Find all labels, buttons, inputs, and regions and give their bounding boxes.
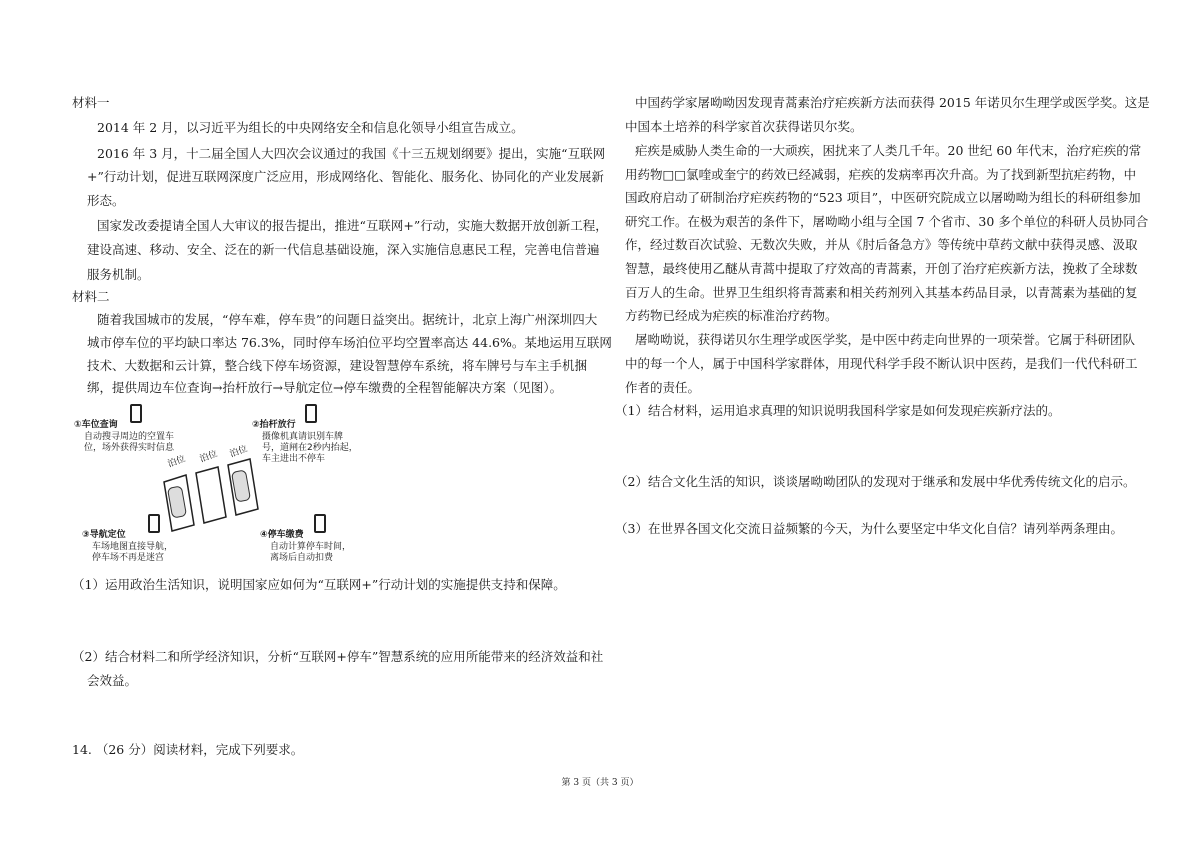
phone-icon — [148, 514, 160, 533]
r-paragraph3-line3: 作者的责任。 — [625, 380, 701, 395]
r-question3: （3）在世界各国文化交流日益频繁的今天，为什么要坚定中华文化自信？请列举两条理由。 — [615, 521, 1123, 536]
r-paragraph2-line4: 研究工作。在极为艰苦的条件下，屠呦呦小组与全国 7 个省市、30 多个单位的科研人员协同合 — [625, 214, 1149, 229]
m1-paragraph2-line2: +”行动计划，促进互联网深度广泛应用，形成网络化、智能化、服务化、协同化的产业发展新 — [87, 169, 604, 184]
spot-label: 泊位 — [198, 449, 220, 465]
spot-label: 泊位 — [228, 444, 250, 460]
r-paragraph2-line6: 智慧，最终使用乙醚从青蒿中提取了疗效高的青蒿素，开创了治疗疟疾新方法，挽救了全球数 — [625, 261, 1138, 276]
step3-line2: 停车场不再是迷宫 — [92, 553, 165, 563]
m1-paragraph3-line1: 国家发改委提请全国人大审议的报告提出，推进“互联网+”行动，实施大数据开放创新工程， — [97, 218, 608, 233]
m2-line1: 随着我国城市的发展，“停车难，停车贵”的问题日益突出。据统计，北京上海广州深圳四大 — [97, 312, 598, 327]
phone-icon — [130, 404, 142, 423]
m1-paragraph3-line2: 建设高速、移动、安全、泛在的新一代信息基础设施，深入实施信息惠民工程，完善电信普遍 — [87, 242, 600, 257]
spot-label: 泊位 — [166, 454, 188, 470]
step4-line2: 离场后自动扣费 — [270, 553, 334, 563]
m1-paragraph2-line3: 形态。 — [87, 193, 125, 208]
question14: 14. （26 分）阅读材料，完成下列要求。 — [72, 742, 304, 757]
m1-paragraph1: 2014 年 2 月，以习近平为组长的中央网络安全和信息化领导小组宣告成立。 — [97, 120, 524, 135]
step3-title: ③导航定位 — [82, 530, 126, 540]
step3-line1: 车场地图直接导航， — [92, 542, 174, 552]
step2-title: ②抬杆放行 — [252, 420, 296, 430]
step1-line1: 自动搜寻周边的空置车 — [84, 432, 175, 442]
step2-line2: 号，道闸在2秒内抬起， — [262, 443, 358, 453]
r-paragraph2-line5: 作，经过数百次试验、无数次失败，并从《肘后备急方》等传统中草药文献中获得灵感、汲取 — [625, 237, 1138, 252]
r-paragraph2-line1: 疟疾是威胁人类生命的一大顽疾，困扰来了人类几千年。20 世纪 60 年代末，治疗疟疾的常 — [635, 143, 1142, 158]
r-paragraph2-line2: 用药物□□氯喹或奎宁的药效已经减弱，疟疾的发病率再次升高。为了找到新型抗疟药物，中 — [625, 167, 1137, 182]
m2-line3: 技术、大数据和云计算，整合线下停车场资源，建设智慧停车系统，将车牌号与车主手机捆 — [87, 358, 588, 373]
r-question1: （1）结合材料，运用追求真理的知识说明我国科学家是如何发现疟疾新疗法的。 — [615, 403, 1061, 418]
parking-lot-graphic — [152, 457, 282, 532]
phone-icon — [305, 404, 317, 423]
smart-parking-diagram — [72, 402, 358, 572]
r-paragraph2-line3: 国政府启动了研制治疗疟疾药物的“523 项目”，中医研究院成立以屠呦呦为组长的科研组参加 — [625, 190, 1141, 205]
page-footer: 第 3 页（共 3 页） — [561, 778, 639, 788]
step4-title: ④停车缴费 — [260, 530, 304, 540]
m2-line2: 城市停车位的平均缺口率达 76.3%，同时停车场泊位平均空置率高达 44.6%。某地运用互联网 — [87, 335, 612, 350]
step2-line3: 车主进出不停车 — [262, 454, 326, 464]
r-paragraph3-line1: 屠呦呦说，获得诺贝尔生理学或医学奖，是中医中药走向世界的一项荣誉。它属于科研团队 — [635, 332, 1136, 347]
step1-title: ①车位查询 — [74, 420, 118, 430]
r-paragraph1-line2: 中国本土培养的科学家首次获得诺贝尔奖。 — [625, 119, 863, 134]
phone-icon — [314, 514, 326, 533]
material1-title: 材料一 — [72, 95, 110, 110]
step4-line1: 自动计算停车时间， — [270, 542, 352, 552]
question2-line2: 会效益。 — [87, 673, 138, 688]
m1-paragraph2-line1: 2016 年 3 月，十二届全国人大四次会议通过的我国《十三五规划纲要》提出，实施“互联网 — [97, 146, 606, 161]
r-paragraph1-line1: 中国药学家屠呦呦因发现青蒿素治疗疟疾新方法而获得 2015 年诺贝尔生理学或医学奖。这是 — [635, 95, 1150, 110]
m1-paragraph3-line3: 服务机制。 — [87, 267, 150, 282]
question1: （1）运用政治生活知识，说明国家应如何为“互联网+”行动计划的实施提供支持和保障。 — [72, 577, 566, 592]
r-question2: （2）结合文化生活的知识，谈谈屠呦呦团队的发现对于继承和发展中华优秀传统文化的启示。 — [615, 474, 1136, 489]
r-paragraph2-line7: 百万人的生命。世界卫生组织将青蒿素和相关药剂列入其基本药品目录，以青蒿素为基础的复 — [625, 285, 1138, 300]
step2-line1: 摄像机真请识别车牌 — [262, 432, 344, 442]
material2-title: 材料二 — [72, 289, 110, 304]
question2-line1: （2）结合材料二和所学经济知识，分析“互联网+停车”智慧系统的应用所能带来的经济效益和社 — [72, 649, 604, 664]
m2-line4: 绑，提供周边车位查询→抬杆放行→导航定位→停车缴费的全程智能解决方案（见图）。 — [87, 380, 563, 395]
r-paragraph2-line8: 方药物已经成为疟疾的标准治疗药物。 — [625, 308, 838, 323]
step1-line2: 位，场外获得实时信息 — [84, 443, 175, 453]
r-paragraph3-line2: 中的每一个人，属于中国科学家群体，用现代科学手段不断认识中医药，是我们一代代科研工 — [625, 356, 1138, 371]
